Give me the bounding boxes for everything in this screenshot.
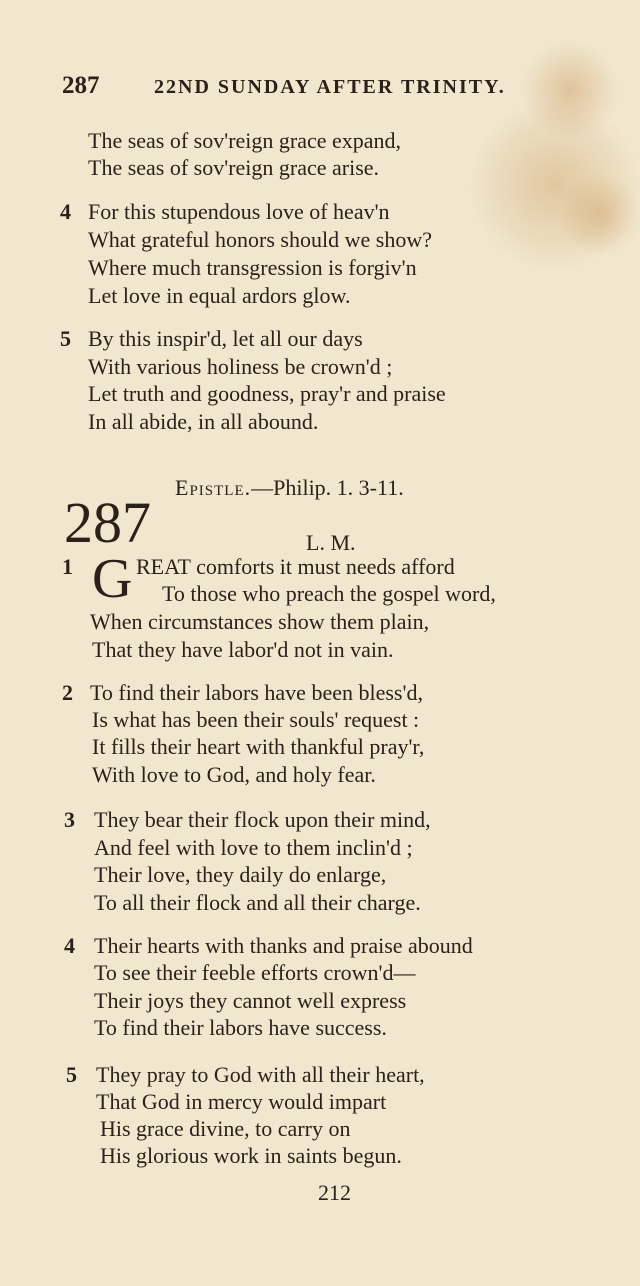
epistle-citation: —Philip. 1. 3-11. [251, 475, 404, 500]
stanza-number: 4 [60, 199, 71, 224]
verse-line: Let love in equal ardors glow. [88, 283, 351, 308]
stanza-number: 5 [60, 326, 71, 351]
verse-line: To those who preach the gospel word, [162, 581, 496, 606]
verse-line: Where much transgression is forgiv'n [88, 255, 417, 280]
verse-line: The seas of sov'reign grace expand, [88, 128, 402, 153]
verse-line: It fills their heart with thankful pray'r, [92, 734, 425, 759]
header-page-number: 287 [62, 72, 100, 99]
verse-line: In all abide, in all abound. [88, 409, 319, 434]
stanza-number: 3 [64, 807, 75, 832]
verse-line: Their joys they cannot well express [94, 988, 407, 1013]
verse-line: Their hearts with thanks and praise abound [94, 933, 473, 958]
verse-line: When circumstances show them plain, [90, 609, 430, 634]
paper-stain [560, 170, 640, 260]
verse-line: The seas of sov'reign grace arise. [88, 155, 380, 180]
verse-line: And feel with love to them inclin'd ; [94, 835, 413, 860]
verse-line: For this stupendous love of heav'n [88, 199, 390, 224]
verse-line: With love to God, and holy fear. [92, 762, 376, 787]
footer-page-number: 212 [318, 1180, 351, 1205]
verse-line: Let truth and goodness, pray'r and praise [88, 381, 446, 406]
stanza-number: 5 [66, 1062, 77, 1087]
verse-line: His grace divine, to carry on [100, 1116, 351, 1141]
verse-line: To all their flock and all their charge. [94, 890, 421, 915]
verse-line: That they have labor'd not in vain. [92, 637, 394, 662]
verse-line: To find their labors have been bless'd, [90, 680, 423, 705]
epistle-label: Epistle. [175, 475, 252, 500]
stanza-number: 1 [62, 554, 73, 579]
header-title: 22ND SUNDAY AFTER TRINITY. [154, 76, 506, 98]
hymn-number: 287 [64, 490, 151, 555]
verse-line: REAT comforts it must needs afford [136, 554, 455, 579]
verse-line: They pray to God with all their heart, [96, 1062, 425, 1087]
epistle-reference [175, 475, 404, 501]
verse-line: That God in mercy would impart [96, 1089, 387, 1114]
running-header [62, 72, 602, 106]
verse-line: What grateful honors should we show? [88, 227, 432, 252]
stanza-number: 4 [64, 933, 75, 958]
verse-line: They bear their flock upon their mind, [94, 807, 431, 832]
verse-line: His glorious work in saints begun. [100, 1143, 402, 1168]
stanza-number: 2 [62, 680, 73, 705]
verse-line: Their love, they daily do enlarge, [94, 862, 387, 887]
verse-line: With various holiness be crown'd ; [88, 354, 393, 379]
verse-line: To see their feeble efforts crown'd— [94, 960, 416, 985]
drop-cap: G [92, 548, 133, 610]
verse-line: Is what has been their souls' request : [92, 707, 420, 732]
hymn-meter: L. M. [306, 530, 356, 555]
verse-line: By this inspir'd, let all our days [88, 326, 363, 351]
verse-line: To find their labors have success. [94, 1015, 387, 1040]
